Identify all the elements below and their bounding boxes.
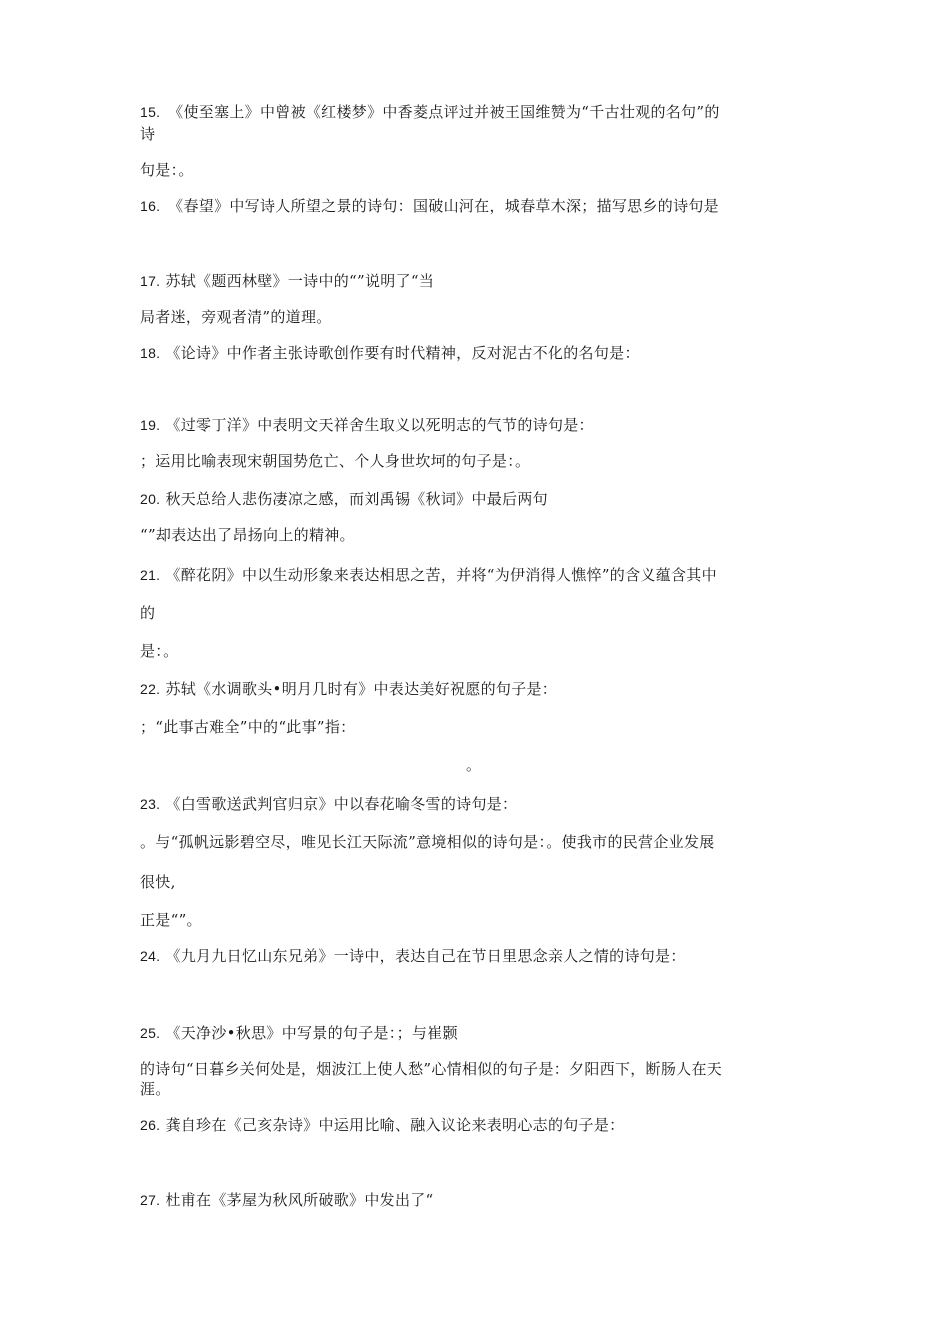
question-19-line-2: ；运用比喻表现宋朝国势危亡、个人身世坎坷的句子是：。	[140, 452, 531, 470]
question-27-number: 27.	[140, 1192, 161, 1208]
question-23-line-3: 很快,	[140, 873, 176, 891]
question-24-text: 《九月九日忆山东兄弟》一诗中，表达自己在节日里思念亲人之情的诗句是：	[165, 947, 686, 965]
question-21-line-3: 是：。	[140, 642, 179, 660]
question-23-text: 《白雪歌送武判官归京》中以春花喻冬雪的诗句是：	[165, 795, 518, 813]
question-25-number: 25.	[140, 1025, 161, 1041]
question-26-text: 龚自珍在《己亥杂诗》中运用比喻、融入议论来表明心志的句子是：	[165, 1116, 625, 1134]
question-25-line-1	[140, 1024, 458, 1042]
question-16-text: 《春望》中写诗人所望之景的诗句：国破山河在，城春草木深；描写思乡的诗句是	[160, 197, 719, 215]
question-26-line-1	[140, 1116, 624, 1134]
question-15-line-2: 诗	[140, 125, 156, 143]
question-17-number: 17.	[140, 273, 161, 289]
question-20-line-1	[140, 490, 548, 508]
question-22-line-2: ；“此事古难全”中的“此事”指：	[140, 718, 356, 736]
question-15-line-1	[140, 103, 720, 121]
question-27-line-1	[140, 1191, 434, 1209]
question-17-line-1	[140, 272, 434, 290]
question-19-number: 19.	[140, 417, 161, 433]
question-16-line-1	[140, 197, 719, 215]
question-19-text: 《过零丁洋》中表明文天祥舍生取义以死明志的气节的诗句是：	[165, 416, 594, 434]
question-24-line-1	[140, 947, 686, 965]
question-24-number: 24.	[140, 948, 161, 964]
question-22-line-1	[140, 680, 557, 698]
question-21-text: 《醉花阴》中以生动形象来表达相思之苦，并将“为伊消得人憔悴”的含义蕴含其中	[165, 566, 717, 584]
question-27-text: 杜甫在《茅屋为秋风所破歌》中发出了“	[165, 1191, 434, 1209]
question-23-line-4: 正是“”。	[140, 911, 202, 929]
question-20-text: 秋天总给人悲伤凄凉之感，而刘禹锡《秋词》中最后两句	[165, 490, 548, 508]
question-15-line-3: 句是：。	[140, 161, 194, 179]
question-22-number: 22.	[140, 681, 161, 697]
question-26-number: 26.	[140, 1117, 161, 1133]
question-25-line-3: 涯。	[140, 1080, 171, 1098]
question-17-line-2: 局者迷，旁观者清”的道理。	[140, 308, 332, 326]
question-17-text: 苏轼《题西林壁》一诗中的“”说明了“当	[165, 272, 435, 290]
question-22-text: 苏轼《水调歌头•明月几时有》中表达美好祝愿的句子是：	[165, 680, 558, 698]
question-23-line-1	[140, 795, 517, 813]
question-18-number: 18.	[140, 345, 161, 361]
question-25-text: 《天净沙•秋思》中写景的句子是：；与崔颢	[165, 1024, 458, 1042]
question-22-line-3: 。	[466, 756, 482, 774]
question-18-text: 《论诗》中作者主张诗歌创作要有时代精神，反对泥古不化的名句是：	[165, 344, 640, 362]
question-23-number: 23.	[140, 796, 161, 812]
question-20-number: 20.	[140, 491, 161, 507]
question-15-number: 15.	[140, 104, 161, 120]
question-15-text: 《使至塞上》中曾被《红楼梦》中香菱点评过并被王国维赞为“千古壮观的名句”的	[160, 103, 720, 121]
question-21-line-2: 的	[140, 604, 156, 622]
question-20-line-2: “”却表达出了昂扬向上的精神。	[140, 526, 355, 544]
question-21-line-1	[140, 566, 717, 584]
question-21-number: 21.	[140, 567, 161, 583]
question-16-number: 16.	[140, 198, 161, 214]
question-23-line-2: 。与“孤帆远影碧空尽，唯见长江天际流”意境相似的诗句是：。使我市的民营企业发展	[140, 833, 715, 851]
question-25-line-2: 的诗句“日暮乡关何处是，烟波江上使人愁”心情相似的句子是：夕阳西下，断肠人在天	[140, 1060, 723, 1078]
question-18-line-1	[140, 344, 640, 362]
question-19-line-1	[140, 416, 594, 434]
